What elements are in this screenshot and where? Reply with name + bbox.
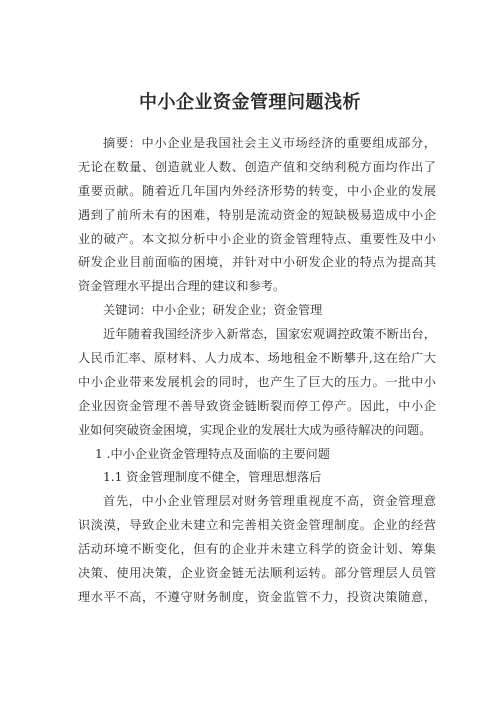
abstract-line-1: 摘要：中小企业是我国社会主义市场经济的重要组成部分， bbox=[103, 136, 436, 150]
intro-line-3: 中小企业带来发展机会的同时，也产生了巨大的压力。一批中小 bbox=[78, 374, 436, 389]
keywords-line: 关键词：中小企业；研发企业；资金管理 bbox=[103, 303, 323, 318]
abstract-line-5: 业的破产。本文拟分析中小企业的资金管理特点、重要性及中小 bbox=[78, 231, 436, 246]
section-heading-1: 1 .中小企业资金管理特点及面临的主要问题 bbox=[95, 446, 330, 461]
document-title: 中小企业资金管理问题浅析 bbox=[139, 92, 361, 113]
abstract-line-6: 研发企业目前面临的困境，并针对中小研发企业的特点为提高其 bbox=[78, 255, 436, 270]
intro-line-1: 近年随着我国经济步入新常态，国家宏观调控政策不断出台， bbox=[103, 327, 436, 342]
abstract-line-4: 遇到了前所未有的困难，特别是流动资金的短缺极易造成中小企 bbox=[78, 207, 436, 222]
para-line-2: 识淡漠，导致企业未建立和完善相关资金管理制度。企业的经营 bbox=[78, 518, 436, 533]
para-line-5: 理水平不高，不遵守财务制度，资金监管不力，投资决策随意， bbox=[78, 589, 436, 604]
subsection-heading-1-1: 1.1 资金管理制度不健全，管理思想落后 bbox=[103, 470, 322, 485]
intro-line-2: 人民币汇率、原材料、人力成本、场地租金不断攀升,这在给广大 bbox=[78, 351, 436, 366]
para-line-4: 决策、使用决策，企业资金链无法顺利运转。部分管理层人员管 bbox=[78, 566, 436, 581]
para-line-3: 活动环境不断变化，但有的企业并未建立科学的资金计划、筹集 bbox=[78, 542, 436, 557]
document-body bbox=[78, 132, 436, 610]
intro-line-5: 业如何突破资金困境，实现企业的发展壮大成为亟待解决的问题。 bbox=[78, 422, 432, 437]
para-line-1: 首先，中小企业管理层对财务管理重视度不高，资金管理意 bbox=[103, 494, 436, 509]
abstract-line-7: 资金管理水平提出合理的建议和参考。 bbox=[78, 279, 286, 294]
abstract-line-2: 无论在数量、创造就业人数、创造产值和交纳利税方面均作出了 bbox=[78, 159, 436, 174]
intro-line-4: 企业因资金管理不善导致资金链断裂而停工停产。因此，中小企 bbox=[78, 398, 436, 413]
abstract-line-3: 重要贡献。随着近几年国内外经济形势的转变，中小企业的发展 bbox=[78, 183, 436, 198]
